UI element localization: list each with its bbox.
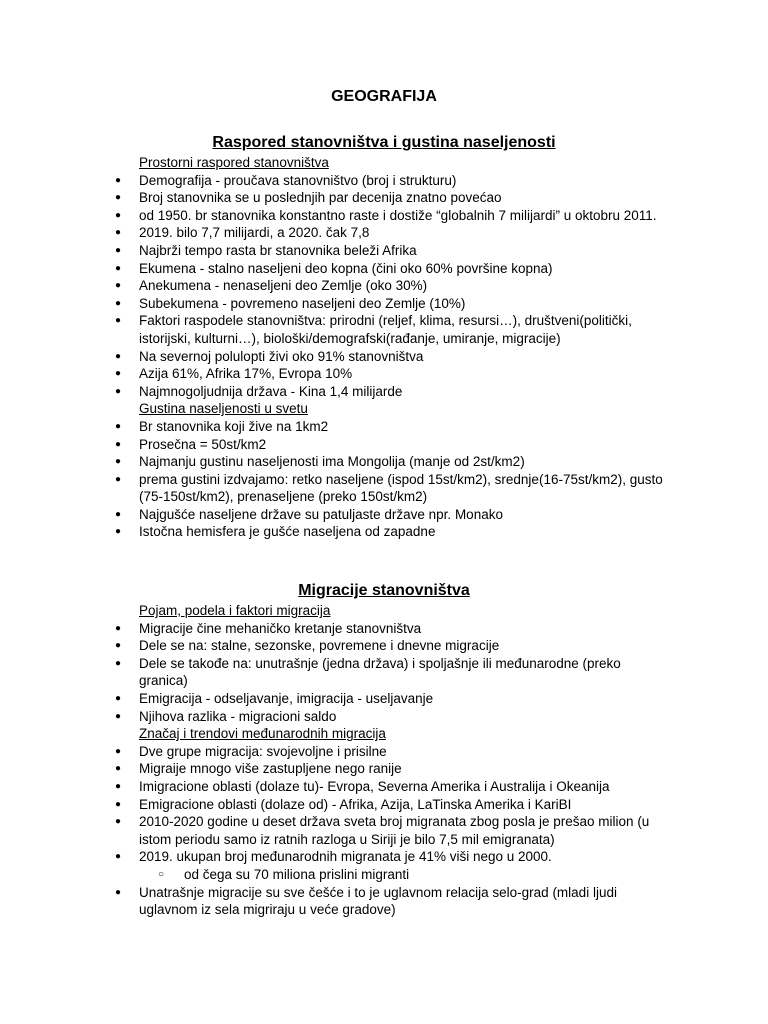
list-item: ● Unatrašnje migracije su sve češće i to je uglavnom relacija selo-grad (mladi ljudi uglavnom iz sela migriraju u veće gradove) <box>112 884 672 919</box>
list-item: ● Migraije mnogo više zastupljene nego ranije <box>112 760 672 778</box>
list-item: ● Dele se na: stalne, sezonske, povremene i dnevne migracije <box>112 637 672 655</box>
list-item: ● 2019. ukupan broj međunarodnih migranata je 41% viši nego u 2000. <box>112 848 672 866</box>
list-item: ● Broj stanovnika se u poslednjih par decenija znatno povećao <box>112 189 672 207</box>
list-item: ● Najmanju gustinu naseljenosti ima Mongolija (manje od 2st/km2) <box>112 453 672 471</box>
list-item: ● od 1950. br stanovnika konstantno raste i dostiže “globalnih 7 milijardi” u oktobru 2011. <box>112 207 672 225</box>
list-item-nested: ○ od čega su 70 miliona prislini migranti <box>112 866 672 884</box>
list-item: ● Br stanovnika koji žive na 1km2 <box>112 418 672 436</box>
list-item: ● Migracije čine mehaničko kretanje stanovništva <box>112 620 672 638</box>
list-item: ● Najgušće naseljene države su patuljaste države npr. Monako <box>112 506 672 524</box>
list-item: ● Njihova razlika - migracioni saldo <box>112 708 672 726</box>
list-item: ● Na severnoj polulopti živi oko 91% stanovništva <box>112 348 672 366</box>
subheading-migration-trends: Značaj i trendovi međunarodnih migracija <box>139 726 386 742</box>
section-heading-population: Raspored stanovništva i gustina naseljenosti <box>212 134 556 151</box>
list-item: ● 2019. bilo 7,7 milijardi, a 2020. čak 7,8 <box>112 224 672 242</box>
bullet-list-spatial-distribution <box>112 172 672 401</box>
list-item: ● prema gustini izdvajamo: retko naseljene (ispod 15st/km2), srednje(16-75st/km2), gusto (75-150st/km2), prenaseljene (preko 150st/km2) <box>112 471 672 506</box>
list-item: ● Demografija - proučava stanovništvo (broj i strukturu) <box>112 172 672 190</box>
list-item: ● Dve grupe migracija: svojevoljne i prisilne <box>112 743 672 761</box>
list-item: ● Anekumena - nenaseljeni deo Zemlje (oko 30%) <box>112 277 672 295</box>
list-item: ● Ekumena - stalno naseljeni deo kopna (čini oko 60% površine kopna) <box>112 260 672 278</box>
section-content-migrations <box>112 602 672 919</box>
bullet-list-migration-concepts <box>112 620 672 726</box>
section-heading-migrations: Migracije stanovništva <box>298 582 470 599</box>
list-item: ● Azija 61%, Afrika 17%, Evropa 10% <box>112 365 672 383</box>
subheading-spatial-distribution: Prostorni raspored stanovništva <box>139 155 329 170</box>
document-title: GEOGRAFIJA <box>331 88 437 105</box>
section-content-population <box>112 154 672 541</box>
bullet-list-migration-trends <box>112 743 672 919</box>
list-item: ● Faktori raspodele stanovništva: prirodni (reljef, klima, resursi…), društveni(politički, istorijski, kulturni…), biološki/demografski(rađanje, umiranje, migracije) <box>112 312 672 347</box>
bullet-list-population-density <box>112 418 672 541</box>
list-item: ● Emigracione oblasti (dolaze od) - Afrika, Azija, LaTinska Amerika i KariBI <box>112 796 672 814</box>
list-item: ● Najbrži tempo rasta br stanovnika beleži Afrika <box>112 242 672 260</box>
list-item: ● Istočna hemisfera je gušće naseljena od zapadne <box>112 523 672 541</box>
list-item: ● Najmnogoljudnija država - Kina 1,4 milijarde <box>112 383 672 401</box>
list-item: ● 2010-2020 godine u deset država sveta broj migranata zbog posla je prešao milion (u istom periodu samo iz ratnih razloga u Siriji je bilo 7,5 mil emigranata) <box>112 813 672 848</box>
list-item: ● Emigracija - odseljavanje, imigracija - useljavanje <box>112 690 672 708</box>
list-item: ● Dele se takođe na: unutrašnje (jedna država) i spoljašnje ili međunarodne (preko granica) <box>112 655 672 690</box>
subheading-migration-concepts: Pojam, podela i faktori migracija <box>139 603 331 618</box>
list-item: ● Prosečna = 50st/km2 <box>112 436 672 454</box>
list-item: ● Imigracione oblasti (dolaze tu)- Evropa, Severna Amerika i Australija i Okeanija <box>112 778 672 796</box>
list-item: ● Subekumena - povremeno naseljeni deo Zemlje (10%) <box>112 295 672 313</box>
subheading-population-density: Gustina naseljenosti u svetu <box>139 401 308 417</box>
